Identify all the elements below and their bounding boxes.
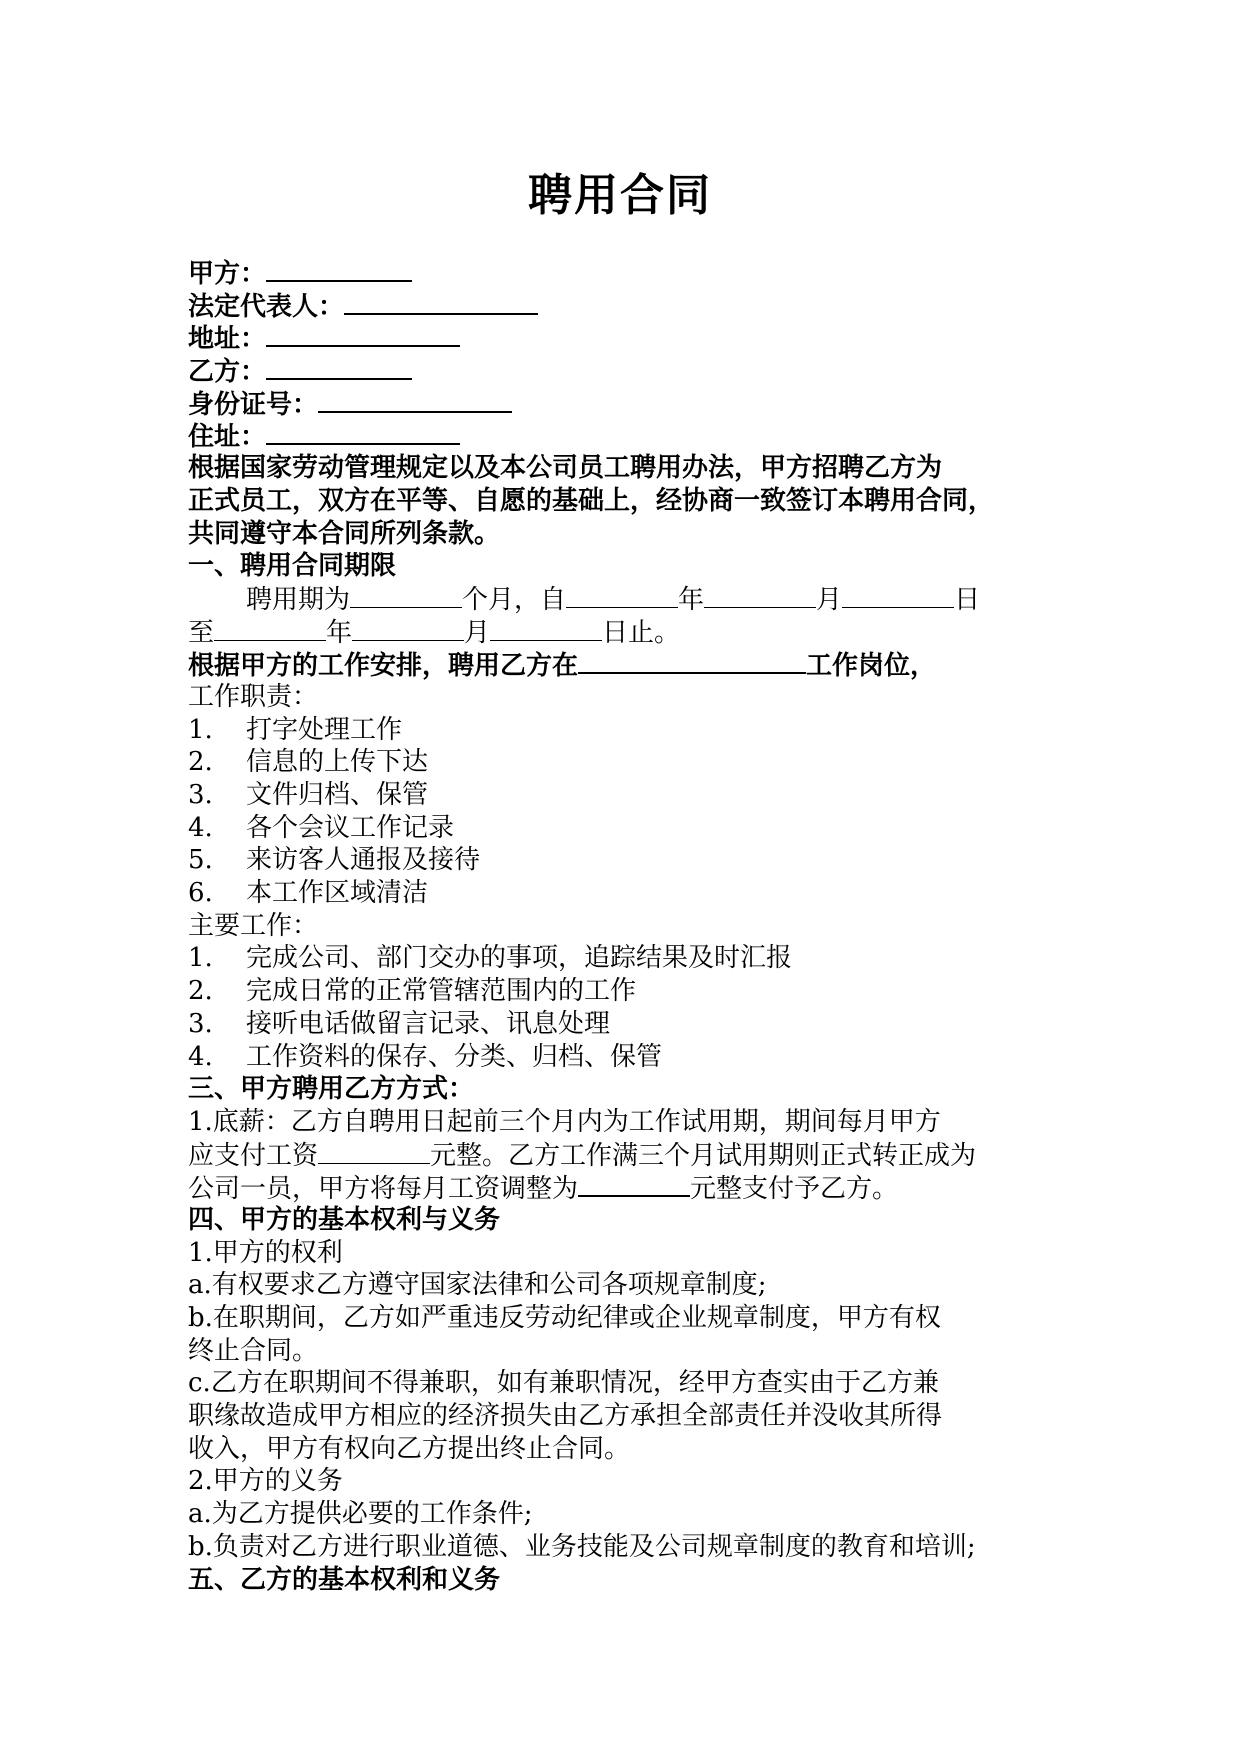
blank-line [352, 616, 464, 641]
blank-line [318, 1139, 430, 1164]
salary-line [188, 1139, 1088, 1172]
main-work-list [188, 942, 1088, 1073]
list-number: 2. [188, 976, 213, 1007]
duties-label: 工作职责： [188, 681, 319, 712]
blank-line [490, 616, 602, 641]
section-heading: 四、甲方的基本权利与义务 [188, 1204, 501, 1235]
blank-line [350, 583, 462, 608]
text: 应支付工资 [188, 1140, 319, 1171]
duties-line: b.负责对乙方进行职业道德、业务技能及公司规章制度的教育和培训; [188, 1531, 976, 1562]
blank-line [266, 354, 412, 380]
section-heading: 三、甲方聘用乙方方式： [188, 1074, 475, 1105]
preamble-line: 共同遵守本合同所列条款。 [188, 518, 501, 549]
text: 公司一员，甲方将每月工资调整为 [188, 1174, 579, 1205]
term-line [188, 616, 1088, 649]
field-party-a [188, 256, 1088, 289]
list-text: 完成公司、部门交办的事项，追踪结果及时汇报 [246, 943, 793, 974]
rights-line: 终止合同。 [188, 1335, 319, 1366]
list-item [188, 942, 1088, 975]
text: 月 [816, 584, 843, 615]
rights-line: 收入，甲方有权向乙方提出终止合同。 [188, 1433, 631, 1464]
blank-line [578, 648, 806, 674]
blank-line [704, 583, 816, 608]
rights-line: b.在职期间，乙方如严重违反劳动纪律或企业规章制度，甲方有权 [188, 1303, 941, 1333]
salary-line [188, 1171, 1088, 1204]
list-number: 4. [188, 1041, 213, 1072]
text: 元整支付予乙方。 [690, 1174, 899, 1205]
list-text: 来访客人通报及接待 [246, 845, 481, 876]
document-title: 聘用合同 [528, 170, 712, 221]
field-label: 地址： [188, 324, 267, 355]
text: 日 [954, 584, 981, 615]
field-id-number [188, 387, 1088, 420]
blank-line [266, 256, 412, 282]
duties-line: a.为乙方提供必要的工作条件; [188, 1499, 533, 1530]
list-number: 3. [188, 1008, 213, 1039]
blank-line [266, 321, 460, 347]
field-label: 乙方： [188, 357, 267, 388]
contract-body [188, 256, 1088, 1596]
list-item [188, 714, 1088, 747]
rights-line: 职缘故造成甲方相应的经济损失由乙方承担全部责任并没收其所得 [188, 1401, 943, 1432]
list-text: 接听电话做留言记录、讯息处理 [246, 1008, 611, 1039]
list-item [188, 812, 1088, 845]
section-heading: 五、乙方的基本权利和义务 [188, 1564, 501, 1595]
preamble-line: 根据国家劳动管理规定以及本公司员工聘用办法，甲方招聘乙方为 [188, 453, 943, 484]
text: 聘用期为 [246, 584, 351, 615]
main-work-label: 主要工作： [188, 910, 319, 941]
field-label: 住址： [188, 422, 267, 453]
preamble-line: 正式员工，双方在平等、自愿的基础上，经协商一致签订本聘用合同， [188, 485, 995, 516]
text: 至 [188, 617, 215, 648]
list-item [188, 779, 1088, 812]
field-label: 甲方： [188, 259, 267, 289]
rights-line: c.乙方在职期间不得兼职，如有兼职情况，经甲方查实由于乙方兼 [188, 1368, 939, 1399]
list-number: 2. [188, 747, 213, 778]
duties-list [188, 714, 1088, 910]
list-number: 5. [188, 845, 213, 876]
list-item [188, 1008, 1088, 1041]
field-address [188, 321, 1088, 354]
list-number: 3. [188, 780, 213, 810]
list-text: 打字处理工作 [246, 714, 403, 745]
rights-label: 1.甲方的权利 [188, 1237, 343, 1268]
field-legal-rep [188, 289, 1088, 322]
duties-label: 2.甲方的义务 [188, 1466, 343, 1497]
text: 根据甲方的工作安排，聘用乙方在 [188, 651, 579, 682]
blank-line [842, 583, 954, 608]
text: 月 [464, 617, 491, 648]
salary-line: 1.底薪：乙方自聘用日起前三个月内为工作试用期，期间每月甲方 [188, 1106, 941, 1137]
blank-line [578, 1171, 690, 1197]
text: 年 [326, 617, 353, 648]
list-text: 文件归档、保管 [246, 780, 429, 810]
list-item [188, 1041, 1088, 1074]
list-number: 1. [188, 943, 213, 974]
list-text: 本工作区域清洁 [246, 878, 429, 909]
field-residence [188, 419, 1088, 452]
text: 个月，自 [462, 584, 567, 615]
list-item [188, 975, 1088, 1008]
field-label: 身份证号： [188, 389, 319, 420]
section-heading: 一、聘用合同期限 [188, 551, 397, 582]
text: 工作岗位， [806, 651, 937, 682]
blank-line [266, 419, 460, 445]
blank-line [214, 616, 326, 641]
text: 年 [678, 584, 705, 615]
list-text: 完成日常的正常管辖范围内的工作 [246, 976, 637, 1007]
list-item [188, 877, 1088, 910]
blank-line [344, 289, 538, 315]
term-line [188, 583, 1088, 616]
list-number: 6. [188, 878, 213, 909]
list-text: 工作资料的保存、分类、归档、保管 [246, 1041, 663, 1072]
position-line [188, 648, 1088, 681]
list-number: 1. [188, 714, 213, 745]
rights-line: a.有权要求乙方遵守国家法律和公司各项规章制度; [188, 1270, 767, 1301]
text: 元整。乙方工作满三个月试用期则正式转正成为 [430, 1140, 977, 1171]
field-label: 法定代表人： [188, 291, 345, 322]
list-text: 信息的上传下达 [246, 747, 429, 778]
list-text: 各个会议工作记录 [246, 812, 455, 843]
field-party-b [188, 354, 1088, 387]
blank-line [318, 387, 512, 413]
blank-line [566, 583, 678, 608]
list-item [188, 746, 1088, 779]
text: 日止。 [602, 617, 681, 648]
list-number: 4. [188, 812, 213, 843]
list-item [188, 844, 1088, 877]
